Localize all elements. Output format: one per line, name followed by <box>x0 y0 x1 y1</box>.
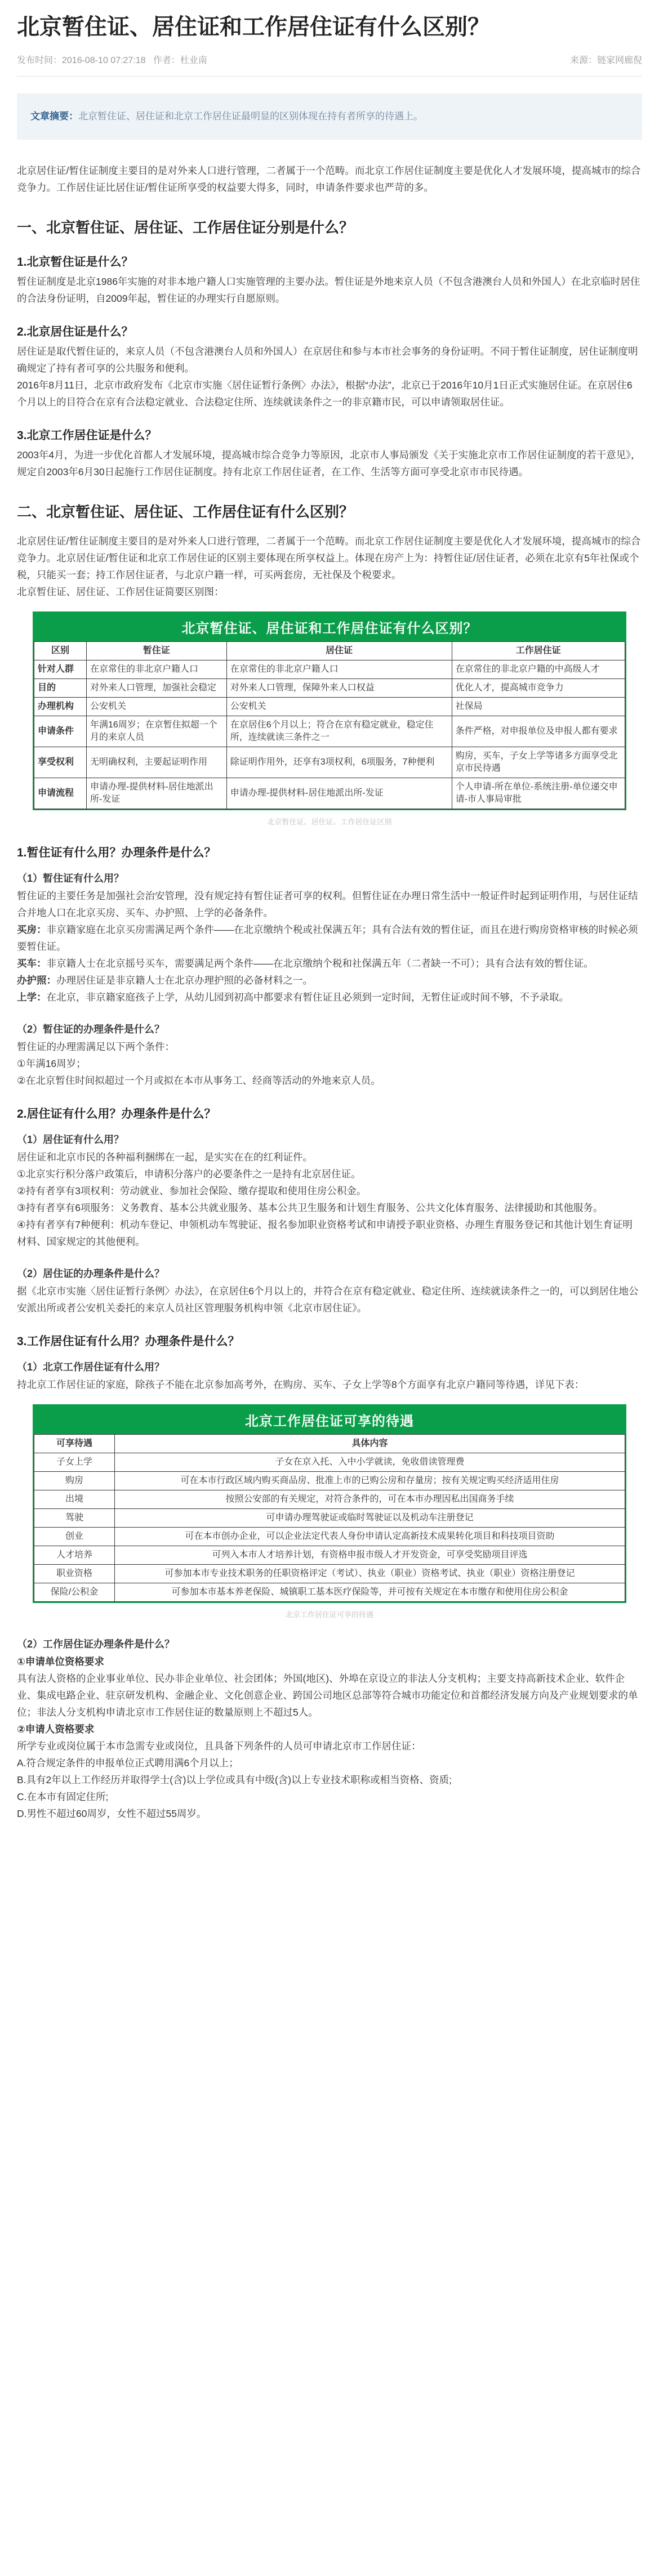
table-cell: 申请办理-提供材料-居住地派出所-发证 <box>87 778 227 809</box>
label: 买房： <box>17 924 47 935</box>
intro-paragraph: 北京居住证/暂住证制度主要目的是对外来人口进行管理，二者属于一个范畴。而北京工作居住证制度主要是优化人才发展环境，提高城市的综合竞争力。工作居住证比居住证/暂住证所享受的权益要大得多，同时，申请条件要求也严苛的多。 <box>17 165 641 193</box>
paragraph: 2003年4月，为进一步优化首都人才发展环境，提高城市综合竞争力等原因，北京市人事局颁发《关于实施北京市工作居住证制度的若干意见》，规定自2003年6月30日起施行工作居住证制度。持有北京工作居住证者，在工作、生活等方面可享受北京市市民待遇。 <box>17 449 641 477</box>
table-cell: 可在本市行政区域内购买商品房、批准上市的已购公房和存量房；按有关规定购买经济适用住房 <box>115 1472 625 1490</box>
list-item: ④持有者享有7种便利：机动车登记、申领机动车驾驶证、报名参加职业资格考试和申请授予职业资格、办理生育服务登记和其他计划生育证明材料、国家规定的其他便利。 <box>17 1219 633 1247</box>
paragraph: 北京暂住证、居住证、工作居住证简要区别图： <box>17 586 224 597</box>
list-item: B.具有2年以上工作经历并取得学士(含)以上学位或具有中级(含)以上专业技术职称或相当资格、资质; <box>17 1774 452 1785</box>
publish-time: 发布时间：2016-08-10 07:27:18 <box>17 56 146 65</box>
article-title: 北京暂住证、居住证和工作居住证有什么区别？ <box>17 15 490 39</box>
paragraph <box>17 955 642 972</box>
text: 非京籍人士在北京摇号买车，需要满足两个条件——在北京缴纳个税和社保满五年（二者缺一不可）；具有合法有效的暂住证。 <box>46 958 594 969</box>
label: ①申请单位资格要求 <box>17 1656 104 1667</box>
table-row <box>34 1509 625 1528</box>
table-cell: 购房 <box>34 1472 115 1490</box>
article-summary <box>17 93 642 140</box>
table-cell: 在京常住的非北京户籍的中高级人才 <box>452 660 625 679</box>
table-row <box>34 1490 625 1509</box>
table-row <box>34 698 625 716</box>
sub-title: 1.北京暂住证是什么？ <box>17 256 133 269</box>
sub-title: 3.工作居住证有什么用？办理条件是什么？ <box>17 1335 240 1348</box>
table-row <box>34 679 625 698</box>
paragraph: 居住证是取代暂住证的，来京人员（不包含港澳台人员和外国人）在京居住和参与本市社会事务的身份证明。不同于暂住证制度，居住证制度明确规定了持有者可享的公共服务和便利。 <box>17 346 638 374</box>
paragraph <box>17 989 642 1006</box>
table-header-cell: 暂住证 <box>87 642 227 660</box>
image-caption: 北京暂住证、居住证、工作居住证区别 <box>267 818 392 826</box>
table-title: 北京工作居住证可享的待遇 <box>34 1405 625 1434</box>
list-item: ①年满16周岁； <box>17 1058 86 1069</box>
table-cell: 可列入本市人才培养计划，有资格申报市级人才开发资金，可享受奖励项目评选 <box>115 1546 625 1565</box>
table-row <box>34 778 625 809</box>
table-cell: 在京居住6个月以上；符合在京有稳定就业，稳定住所，连续就读三条件之一 <box>226 716 452 747</box>
table-cell: 申请办理-提供材料-居住地派出所-发证 <box>226 778 452 809</box>
table-row <box>34 1565 625 1583</box>
paragraph: 所学专业或岗位属于本市急需专业或岗位，且具备下列条件的人员可申请北京市工作居住证： <box>17 1740 421 1752</box>
table-cell: 除证明作用外，还享有3项权利，6项服务，7种便利 <box>226 747 452 778</box>
summary-label: 文章摘要： <box>30 111 78 122</box>
table-row <box>34 1472 625 1490</box>
table-cell: 对外来人口管理，加强社会稳定 <box>87 679 227 698</box>
table-title: 北京暂住证、居住证和工作居住证有什么区别？ <box>34 613 625 641</box>
table-cell: 公安机关 <box>87 698 227 716</box>
table-row <box>34 1583 625 1602</box>
summary-text: 北京暂住证、居住证和北京工作居住证最明显的区别体现在持有者所享的待遇上。 <box>78 111 423 122</box>
paragraph: 暂住证的办理需满足以下两个条件： <box>17 1041 175 1052</box>
table-cell: 出境 <box>34 1490 115 1509</box>
table-cell: 子女上学 <box>34 1453 115 1472</box>
sub-sub-title: （2）居住证的办理条件是什么？ <box>17 1268 165 1279</box>
list-item: ③持有者享有6项服务：义务教育、基本公共就业服务、基本公共卫生服务和计划生育服务、公共文化体育服务、法律援助和其他服务。 <box>17 1202 603 1213</box>
table-cell: 公安机关 <box>226 698 452 716</box>
section-1-title: 一、北京暂住证、居住证、工作居住证分别是什么？ <box>17 219 354 236</box>
table-cell: 创业 <box>34 1528 115 1546</box>
list-item: C.在本市有固定住所; <box>17 1791 109 1802</box>
sub-title: 2.北京居住证是什么？ <box>17 325 133 338</box>
text: 非京籍家庭在北京买房需满足两个条件——在北京缴纳个税或社保满五年；具有合法有效的暂住证，而且在进行购房资格审核的时候必须要暂住证。 <box>17 924 638 952</box>
table-cell: 条件严格，对申报单位及申报人都有要求 <box>452 716 625 747</box>
table-row <box>34 716 625 747</box>
paragraph: 具有法人资格的企业事业单位、民办非企业单位、社会团体；外国(地区)、外埠在京设立的非法人分支机构；主要支持高新技术企业、软件企业、集成电路企业、驻京研发机构、金融企业、文化创意企业、跨国公司地区总部等符合城市功能定位和首都经济发展方向及产业规划要求的单位；非法人分支机构申请北京市工作居住证的数量原则上不超过5人。 <box>17 1673 638 1718</box>
list-item: D.男性不超过60周岁，女性不超过55周岁。 <box>17 1808 207 1819</box>
table-cell: 申请流程 <box>34 778 87 809</box>
paragraph <box>17 1721 642 1738</box>
label: 办护照： <box>17 975 56 986</box>
sub-sub-title: （1）居住证有什么用？ <box>17 1134 124 1145</box>
sub-title: 2.居住证有什么用？办理条件是什么？ <box>17 1108 216 1120</box>
list-item: ①北京实行积分落户政策后，申请积分落户的必要条件之一是持有北京居住证。 <box>17 1168 361 1180</box>
list-item: ②持有者享有3项权利：劳动就业、参加社会保险、缴存提取和使用住房公积金。 <box>17 1185 367 1197</box>
table-cell: 可申请办理驾驶证或临时驾驶证以及机动车注册登记 <box>115 1509 625 1528</box>
table-row <box>34 1453 625 1472</box>
paragraph: 持北京工作居住证的家庭，除孩子不能在北京参加高考外，在购房、买车、子女上学等8个方面享有北京户籍同等待遇，详见下表： <box>17 1379 585 1390</box>
sub-sub-title: （1）暂住证有什么用？ <box>17 873 124 884</box>
label: 买车： <box>17 958 47 969</box>
table-cell: 子女在京入托、入中小学就读，免收借读管理费 <box>115 1453 625 1472</box>
label: ②申请人资格要求 <box>17 1724 95 1735</box>
table-cell: 保险/公积金 <box>34 1583 115 1602</box>
paragraph <box>17 972 642 989</box>
table-header-cell: 区别 <box>34 642 87 660</box>
table-cell: 申请条件 <box>34 716 87 747</box>
table-cell: 办理机构 <box>34 698 87 716</box>
table-cell: 人才培养 <box>34 1546 115 1565</box>
table-row <box>34 660 625 679</box>
paragraph: 暂住证制度是北京1986年实施的对非本地户籍人口实施管理的主要办法。暂住证是外地来京人员（不包含港澳台人员和外国人）在北京临时居住的合法身份证明，自2009年起，暂住证的办理实行自愿原则。 <box>17 276 640 304</box>
table-header-cell: 工作居住证 <box>452 642 625 660</box>
table-cell: 对外来人口管理，保障外来人口权益 <box>226 679 452 698</box>
table-cell: 在京常住的非北京户籍人口 <box>226 660 452 679</box>
sub-sub-title: （1）北京工作居住证有什么用？ <box>17 1361 165 1373</box>
sub-sub-title: （2）暂住证的办理条件是什么？ <box>17 1024 165 1035</box>
comparison-table <box>33 611 626 810</box>
table-cell: 可参加本市专业技术职务的任职资格评定（考试）、执业（职业）资格考试、执业（职业）资格注册登记 <box>115 1565 625 1583</box>
table-cell: 职业资格 <box>34 1565 115 1583</box>
table-cell: 个人申请-所在单位-系统注册-单位递交申请-市人事局审批 <box>452 778 625 809</box>
table-cell: 购房，买车，子女上学等诸多方面享受北京市民待遇 <box>452 747 625 778</box>
table-cell: 无明确权利，主要起证明作用 <box>87 747 227 778</box>
table-cell: 针对人群 <box>34 660 87 679</box>
table-cell: 社保局 <box>452 698 625 716</box>
label: 上学： <box>17 992 47 1003</box>
table-cell: 可参加本市基本养老保险、城镇职工基本医疗保险等，并可按有关规定在本市缴存和使用住房公积金 <box>115 1583 625 1602</box>
benefits-table <box>33 1404 626 1603</box>
table-row <box>34 1546 625 1565</box>
text: 办理居住证是非京籍人士在北京办理护照的必备材料之一。 <box>56 975 313 986</box>
article-meta <box>17 53 642 77</box>
table-cell: 驾驶 <box>34 1509 115 1528</box>
table-header-cell: 具体内容 <box>115 1435 625 1453</box>
paragraph: 北京居住证/暂住证制度主要目的是对外来人口进行管理，二者属于一个范畴。而北京工作居住证制度主要是优化人才发展环境，提高城市的综合竞争力。北京居住证/暂住证和北京工作居住证的区别主要体现在所享权益上。体现在房产上为：持暂住证/居住证者，必须在北京有5年社保或个税，只能买一套；持工作居住证者，与北京户籍一样，可买两套房，无社保及个税要求。 <box>17 535 641 581</box>
table-cell: 按照公安部的有关规定，对符合条件的，可在本市办理因私出国商务手续 <box>115 1490 625 1509</box>
paragraph <box>17 921 642 955</box>
list-item: ②在北京暂住时间拟超过一个月或拟在本市从事务工、经商等活动的外地来京人员。 <box>17 1075 381 1086</box>
sub-title: 1.暂住证有什么用？办理条件是什么？ <box>17 846 216 859</box>
table-row <box>34 747 625 778</box>
section-2-title: 二、北京暂住证、居住证、工作居住证有什么区别？ <box>17 503 354 520</box>
table-cell: 年满16周岁；在京暂住拟超一个月的来京人员 <box>87 716 227 747</box>
paragraph <box>17 1653 642 1670</box>
text: 在北京，非京籍家庭孩子上学，从幼儿园到初高中都要求有暂住证且必须到一定时间，无暂住证或时间不够，不予录取。 <box>46 992 569 1003</box>
source: 来源：链家网廊倪 <box>569 56 642 65</box>
author: 作者：杜业南 <box>153 56 207 65</box>
image-caption: 北京工作居住证可享的待遇 <box>285 1610 373 1619</box>
table-cell: 优化人才，提高城市竞争力 <box>452 679 625 698</box>
paragraph: 暂住证的主要任务是加强社会治安管理，没有规定持有暂住证者可享的权利。但暂住证在办理日常生活中一般证件时起到证明作用，与居住证结合并地人口在北京买房、买车、办护照、上学的必备条件。 <box>17 890 638 918</box>
sub-title: 3.北京工作居住证是什么？ <box>17 429 157 442</box>
table-cell: 享受权利 <box>34 747 87 778</box>
table-header-cell: 居住证 <box>226 642 452 660</box>
table-row <box>34 1528 625 1546</box>
table-cell: 在京常住的非北京户籍人口 <box>87 660 227 679</box>
paragraph: 据《北京市实施〈居住证暂行条例〉办法》，在京居住6个月以上的，并符合在京有稳定就业、稳定住所、连续就读条件之一的，可以到居住地公安派出所或者公安机关委托的来京人员社区管理服务机构申领《北京市居住证》。 <box>17 1285 639 1314</box>
table-cell: 可在本市创办企业，可以企业法定代表人身份申请认定高新技术成果转化项目和科技项目资助 <box>115 1528 625 1546</box>
paragraph: 居住证和北京市民的各种福利捆绑在一起，是实实在在的红利证件。 <box>17 1151 313 1163</box>
sub-sub-title: （2）工作居住证办理条件是什么？ <box>17 1639 175 1650</box>
table-header-cell: 可享待遇 <box>34 1435 115 1453</box>
table-cell: 目的 <box>34 679 87 698</box>
list-item: A.符合规定条件的申报单位正式聘用满6个月以上； <box>17 1757 239 1769</box>
paragraph: 2016年8月11日，北京市政府发布《北京市实施〈居住证暂行条例〉办法》，根据“办法”，北京已于2016年10月1日正式实施居住证。在京居住6个月以上的目符合在京有合法稳定就业、合法稳定住所、连续就读条件之一的非京籍市民，可以申请领取居住证。 <box>17 380 633 408</box>
